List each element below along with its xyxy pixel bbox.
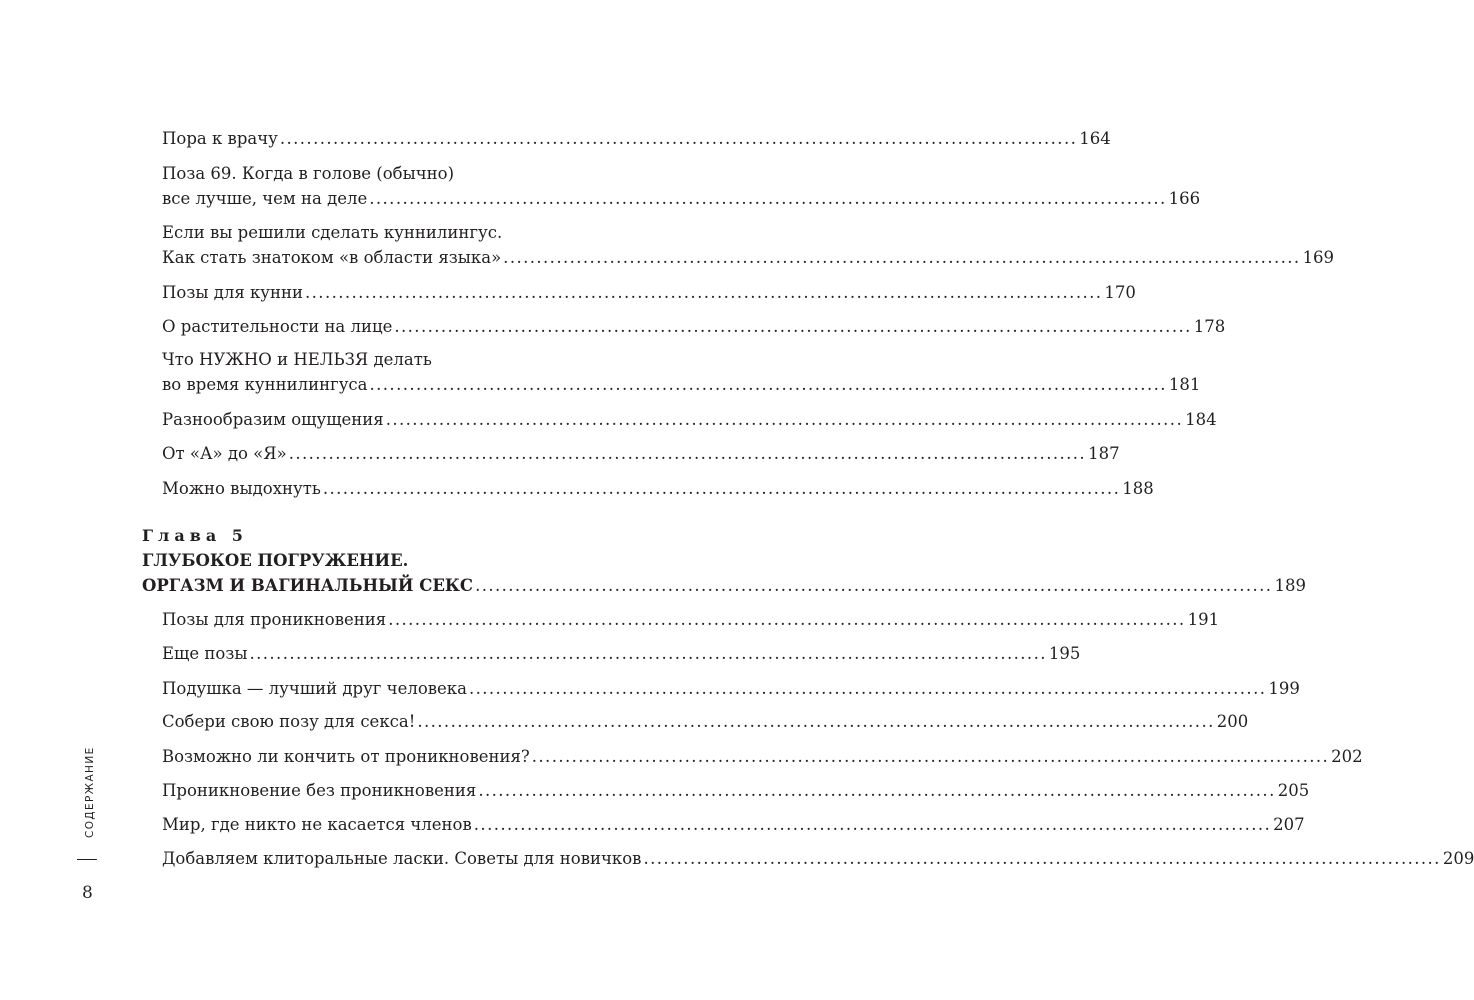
toc-entry-page: 188: [1122, 479, 1154, 498]
toc-entry: [162, 746, 1363, 768]
chapter-title-line2: ОРГАЗМ И ВАГИНАЛЬНЫЙ СЕКС: [142, 576, 474, 595]
toc-entry-title-line1: Поза 69. Когда в голове (обычно): [162, 164, 455, 183]
toc-entry-page: 184: [1185, 410, 1217, 429]
chapter-title: ГЛУБОКОЕ ПОГРУЖЕНИЕ.: [142, 551, 409, 570]
dot-leader: ........................................................................................................................: [279, 129, 1078, 148]
toc-entry: [162, 678, 1300, 700]
toc-entry: [162, 316, 1226, 338]
toc-entry-page: 195: [1048, 644, 1081, 663]
toc-entry-title: все лучше, чем на деле: [162, 189, 368, 208]
dot-leader: ........................................................................................................................: [388, 610, 1186, 629]
toc-entry-title: Собери свою позу для секса!: [162, 712, 416, 731]
toc-entry-title: Еще позы: [162, 644, 248, 663]
margin-divider: [77, 859, 97, 860]
toc-entry: [162, 643, 1081, 665]
toc-entry-page: 205: [1277, 781, 1310, 800]
dot-leader: ........................................................................................................................: [394, 317, 1192, 336]
chapter-title-line1: [142, 550, 722, 572]
toc-entry-page: 166: [1168, 189, 1201, 208]
toc-entry-page: 170: [1104, 283, 1136, 302]
toc-entry-title: Как стать знатоком «в области языка»: [162, 248, 502, 267]
toc-entry: [162, 282, 1136, 304]
toc-entry-page: 169: [1302, 248, 1335, 267]
toc-entry-title: Разнообразим ощущения: [162, 410, 384, 429]
chapter-page: 189: [1274, 576, 1306, 595]
toc-entry-page: 187: [1088, 444, 1120, 463]
toc-entry-first-line: [162, 163, 722, 185]
toc-entry-page: 207: [1273, 815, 1305, 834]
toc-entry-title: Пора к врачу: [162, 129, 278, 148]
toc-entry-page: 191: [1187, 610, 1220, 629]
toc-entry-title: Мир, где никто не касается членов: [162, 815, 472, 834]
toc-entry-page: 178: [1193, 317, 1226, 336]
dot-leader: ........................................................................................................................: [475, 576, 1273, 595]
toc-entry: [162, 478, 1154, 500]
dot-leader: ........................................................................................................................: [288, 444, 1087, 463]
toc-entry-first-line: [162, 349, 722, 371]
toc-entry: [162, 814, 1305, 836]
section-running-head: СОДЕРЖАНИЕ: [84, 746, 96, 838]
toc-entry: [162, 443, 1120, 465]
toc-entry: [162, 409, 1217, 431]
toc-entry-title: От «А» до «Я»: [162, 444, 287, 463]
toc-entry-title-line1: Что НУЖНО и НЕЛЬЗЯ делать: [162, 350, 432, 369]
toc-entry-title: Подушка — лучший друг человека: [162, 679, 467, 698]
toc-entry-title: Позы для проникновения: [162, 610, 387, 629]
toc-entry-page: 202: [1331, 747, 1363, 766]
toc-entry-page: 164: [1079, 129, 1111, 148]
toc-entry: [162, 780, 1310, 802]
chapter-label: Глава 5: [142, 526, 248, 545]
dot-leader: ........................................................................................................................: [531, 747, 1330, 766]
page-number: 8: [82, 883, 93, 903]
toc-entry-title: Проникновение без проникновения: [162, 781, 477, 800]
dot-leader: ........................................................................................................................: [478, 781, 1276, 800]
dot-leader: ........................................................................................................................: [417, 712, 1215, 731]
toc-entry: [162, 128, 1111, 150]
dot-leader: ........................................................................................................................: [305, 283, 1103, 302]
toc-entry: [162, 609, 1220, 631]
toc-entry: [162, 247, 1335, 269]
toc-entry-title: Можно выдохнуть: [162, 479, 321, 498]
toc-entry-title-line1: Если вы решили сделать куннилингус.: [162, 223, 503, 242]
toc-entry: [162, 374, 1201, 396]
toc-entry: [162, 188, 1201, 210]
chapter-entry: [142, 575, 1306, 597]
toc-entry-title: во время куннилингуса: [162, 375, 368, 394]
dot-leader: ........................................................................................................................: [369, 375, 1167, 394]
toc-entry: [162, 848, 1474, 870]
dot-leader: ........................................................................................................................: [643, 849, 1441, 868]
toc-entry-page: 209: [1442, 849, 1474, 868]
toc-entry-title: Добавляем клиторальные ласки. Советы для новичков: [162, 849, 642, 868]
toc-entry: [162, 711, 1249, 733]
dot-leader: ........................................................................................................................: [369, 189, 1167, 208]
dot-leader: ........................................................................................................................: [468, 679, 1267, 698]
toc-entry-title: Позы для кунни: [162, 283, 304, 302]
dot-leader: ........................................................................................................................: [503, 248, 1301, 267]
dot-leader: ........................................................................................................................: [249, 644, 1047, 663]
dot-leader: ........................................................................................................................: [322, 479, 1121, 498]
toc-entry-page: 181: [1168, 375, 1201, 394]
toc-entry-page: 200: [1216, 712, 1249, 731]
toc-entry-title: О растительности на лице: [162, 317, 393, 336]
toc-entry-title: Возможно ли кончить от проникновения?: [162, 747, 530, 766]
dot-leader: ........................................................................................................................: [473, 815, 1272, 834]
toc-entry-first-line: [162, 222, 722, 244]
dot-leader: ........................................................................................................................: [385, 410, 1184, 429]
toc-entry-page: 199: [1268, 679, 1300, 698]
